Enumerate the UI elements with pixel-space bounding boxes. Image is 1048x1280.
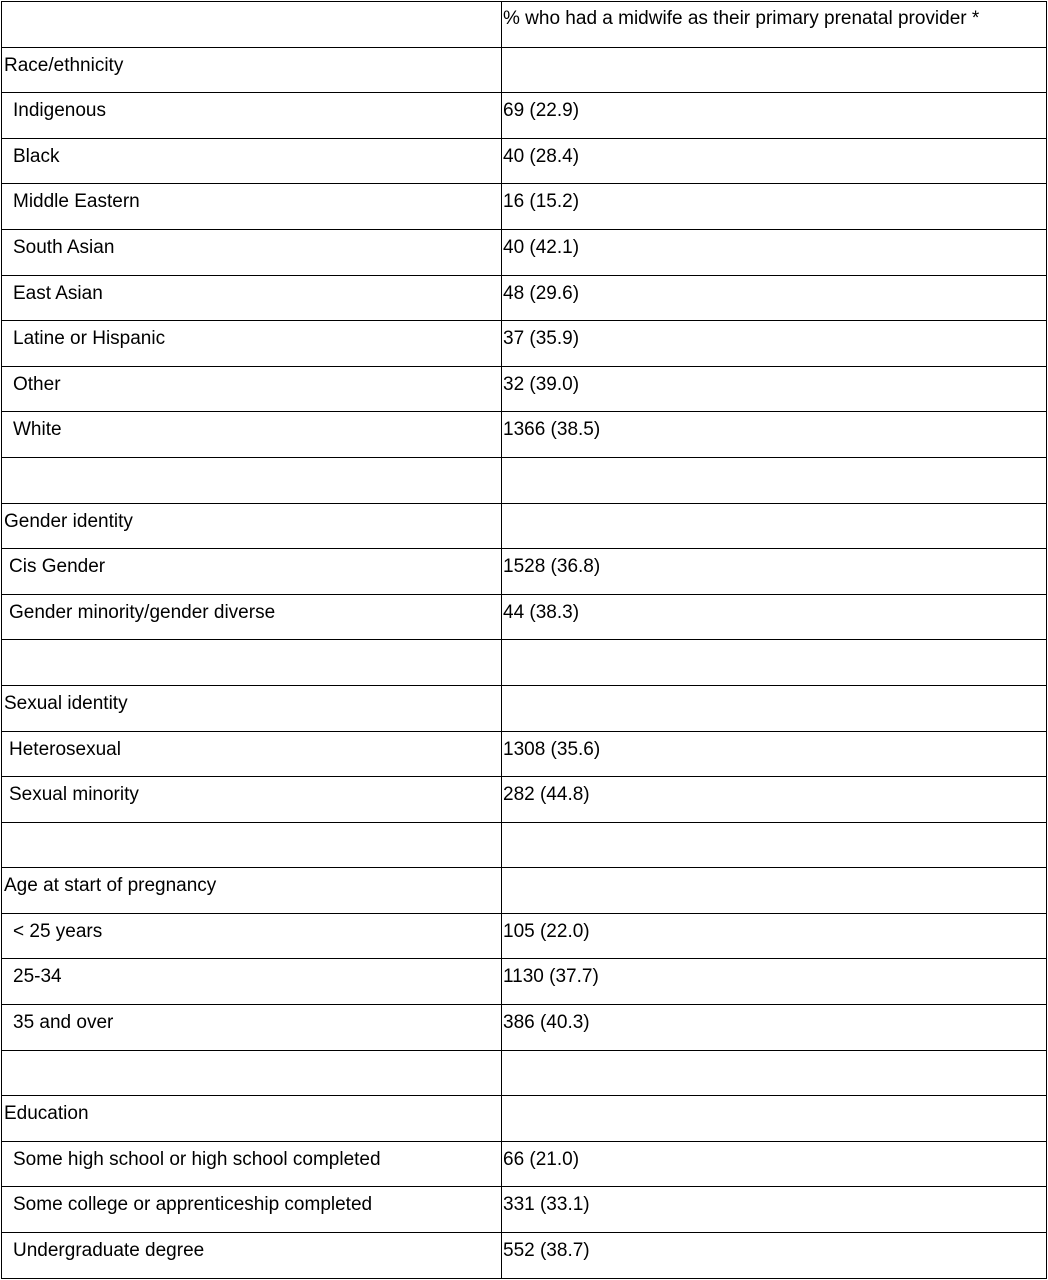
row-value: 1366 (38.5) — [503, 419, 601, 441]
table-row — [2, 731, 1047, 777]
row-label: South Asian — [13, 236, 115, 258]
row-value: 40 (28.4) — [503, 145, 580, 167]
row-label: Black — [13, 145, 60, 167]
table-body — [2, 2, 1047, 1279]
row-label: White — [13, 419, 62, 441]
row-value: 32 (39.0) — [503, 373, 580, 395]
row-value: 1130 (37.7) — [503, 966, 599, 988]
row-value-cell — [502, 184, 1047, 230]
row-value-cell — [502, 594, 1047, 640]
row-value-cell — [502, 685, 1047, 731]
row-value: 282 (44.8) — [503, 784, 590, 806]
row-label-cell — [2, 1187, 502, 1233]
midwife-provider-table — [1, 1, 1047, 1279]
row-value-cell — [502, 321, 1047, 367]
row-value-cell — [502, 1233, 1047, 1279]
category-label: Gender identity — [4, 510, 133, 532]
row-label-cell — [2, 412, 502, 458]
row-label — [2, 823, 501, 830]
row-label-cell — [2, 1005, 502, 1051]
header-value-cell — [502, 2, 1047, 48]
row-value: 44 (38.3) — [503, 601, 580, 623]
row-label: Some college or apprenticeship completed — [13, 1194, 373, 1216]
row-value-cell — [502, 93, 1047, 139]
row-value: 40 (42.1) — [503, 236, 580, 258]
row-value-cell — [502, 229, 1047, 275]
row-label-cell — [2, 777, 502, 823]
row-value-cell — [502, 47, 1047, 93]
row-value-cell — [502, 868, 1047, 914]
row-value: 37 (35.9) — [503, 328, 580, 350]
spacer-row — [2, 822, 1047, 868]
row-value-cell — [502, 549, 1047, 595]
row-label: East Asian — [13, 282, 103, 304]
row-label-cell — [2, 1050, 502, 1096]
table-row — [2, 321, 1047, 367]
row-value-cell — [502, 412, 1047, 458]
table-row — [2, 1141, 1047, 1187]
row-value: 1528 (36.8) — [503, 556, 601, 578]
row-value-cell — [502, 275, 1047, 321]
row-label: 35 and over — [13, 1012, 114, 1034]
row-label-cell — [2, 275, 502, 321]
category-label: Sexual identity — [4, 692, 128, 714]
row-label-cell — [2, 640, 502, 686]
row-value-cell — [502, 640, 1047, 686]
row-label-cell — [2, 1233, 502, 1279]
table-row — [2, 1005, 1047, 1051]
row-value — [502, 458, 1046, 465]
row-label: Undergraduate degree — [13, 1240, 205, 1262]
row-label-cell — [2, 184, 502, 230]
row-label: Other — [13, 373, 61, 395]
row-value — [502, 640, 1046, 647]
row-value: 48 (29.6) — [503, 282, 580, 304]
table-row — [2, 777, 1047, 823]
category-label: Education — [4, 1103, 89, 1125]
category-label: Race/ethnicity — [4, 54, 124, 76]
row-label: Heterosexual — [9, 738, 121, 760]
table-row — [2, 1187, 1047, 1233]
row-label — [2, 640, 501, 647]
table-row — [2, 412, 1047, 458]
table-row — [2, 366, 1047, 412]
table-row — [2, 138, 1047, 184]
category-label: Age at start of pregnancy — [4, 875, 217, 897]
row-label-cell — [2, 549, 502, 595]
row-label-cell — [2, 138, 502, 184]
row-label: Sexual minority — [9, 784, 139, 806]
table-row — [2, 275, 1047, 321]
row-value-cell — [502, 138, 1047, 184]
row-label-cell — [2, 913, 502, 959]
category-row — [2, 685, 1047, 731]
row-value — [502, 504, 1046, 511]
row-value-cell — [502, 1096, 1047, 1142]
row-label: Indigenous — [13, 100, 106, 122]
row-value-cell — [502, 457, 1047, 503]
table-row — [2, 184, 1047, 230]
category-row — [2, 1096, 1047, 1142]
row-value — [502, 868, 1046, 875]
table-row — [2, 229, 1047, 275]
row-value: 69 (22.9) — [503, 100, 580, 122]
row-value — [502, 48, 1046, 55]
table-row — [2, 594, 1047, 640]
row-value-cell — [502, 822, 1047, 868]
header-label-cell — [2, 2, 502, 48]
row-value-cell — [502, 503, 1047, 549]
row-label-cell — [2, 1141, 502, 1187]
row-value-cell — [502, 913, 1047, 959]
table-row — [2, 1233, 1047, 1279]
row-label-cell — [2, 868, 502, 914]
row-label-cell — [2, 822, 502, 868]
row-label-cell — [2, 366, 502, 412]
table-row — [2, 93, 1047, 139]
row-value — [502, 686, 1046, 693]
row-label-cell — [2, 93, 502, 139]
row-label: Some high school or high school completed — [13, 1148, 381, 1170]
table-header-row — [2, 2, 1047, 48]
row-value: 66 (21.0) — [503, 1148, 580, 1170]
row-label-cell — [2, 594, 502, 640]
row-value: 386 (40.3) — [503, 1012, 590, 1034]
row-value-cell — [502, 1050, 1047, 1096]
category-row — [2, 47, 1047, 93]
row-value — [502, 1096, 1046, 1103]
row-value-cell — [502, 366, 1047, 412]
row-value: 331 (33.1) — [503, 1194, 590, 1216]
row-value-cell — [502, 777, 1047, 823]
row-label-cell — [2, 457, 502, 503]
row-label — [2, 458, 501, 465]
column-header: % who had a midwife as their primary prenatal provider * — [503, 8, 980, 29]
spacer-row — [2, 457, 1047, 503]
row-value-cell — [502, 1187, 1047, 1233]
row-value-cell — [502, 1141, 1047, 1187]
row-label — [2, 1051, 501, 1058]
row-label-cell — [2, 47, 502, 93]
table-row — [2, 959, 1047, 1005]
table-row — [2, 549, 1047, 595]
header-label — [2, 2, 501, 8]
row-label-cell — [2, 959, 502, 1005]
row-label-cell — [2, 1096, 502, 1142]
row-value: 552 (38.7) — [503, 1240, 590, 1262]
row-label: Gender minority/gender diverse — [9, 601, 276, 623]
category-row — [2, 503, 1047, 549]
spacer-row — [2, 640, 1047, 686]
row-label: Latine or Hispanic — [13, 328, 166, 350]
table-row — [2, 913, 1047, 959]
row-label-cell — [2, 685, 502, 731]
row-value-cell — [502, 731, 1047, 777]
row-value-cell — [502, 1005, 1047, 1051]
row-value — [502, 1051, 1046, 1058]
spacer-row — [2, 1050, 1047, 1096]
row-value-cell — [502, 959, 1047, 1005]
row-label-cell — [2, 229, 502, 275]
row-label-cell — [2, 731, 502, 777]
row-label: Cis Gender — [9, 556, 106, 578]
row-value: 105 (22.0) — [503, 920, 590, 942]
row-label: Middle Eastern — [13, 191, 140, 213]
row-label: < 25 years — [13, 920, 103, 942]
category-row — [2, 868, 1047, 914]
row-label-cell — [2, 321, 502, 367]
row-label-cell — [2, 503, 502, 549]
row-value — [502, 823, 1046, 830]
row-value: 16 (15.2) — [503, 191, 580, 213]
row-label: 25-34 — [13, 966, 62, 988]
row-value: 1308 (35.6) — [503, 738, 601, 760]
